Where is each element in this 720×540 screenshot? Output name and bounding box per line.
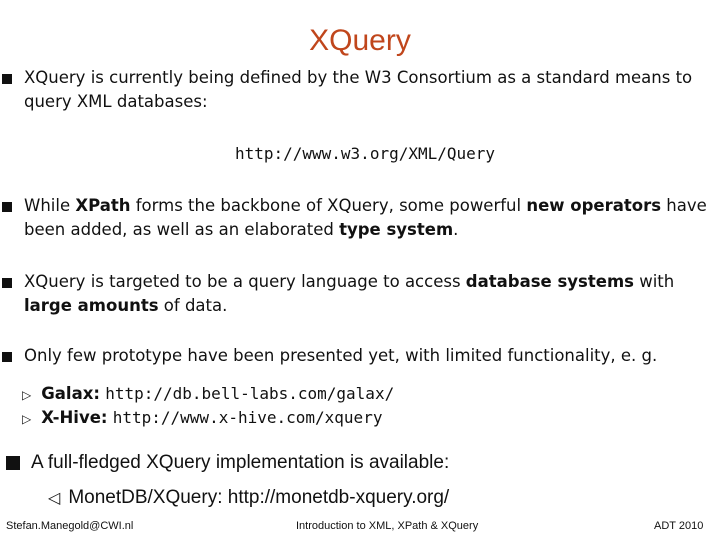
monetdb-label: MonetDB/XQuery — [68, 487, 218, 508]
galax-url[interactable]: http://db.bell-labs.com/galax/ — [105, 384, 395, 403]
footer-course: Introduction to XML, XPath & XQuery — [296, 520, 479, 532]
square-bullet-icon — [6, 456, 20, 470]
type-system-term: type system — [339, 220, 454, 239]
large-amounts-term: large amounts — [24, 296, 159, 315]
xhive-url[interactable]: http://www.x-hive.com/xquery — [112, 408, 383, 427]
sub-item-monetdb — [48, 487, 449, 509]
triangle-right-icon: ▷ — [22, 412, 32, 426]
bullet-text: XQuery is targeted to be a query language to access database systems with large amounts of data. — [24, 272, 675, 315]
bullet-text: Only few prototype have been presented yet, with limited functionality, e. g. — [24, 346, 658, 365]
monetdb-url[interactable]: : http://monetdb-xquery.org/ — [217, 487, 450, 508]
xhive-label: X-Hive: — [41, 408, 108, 427]
triangle-right-icon: ▷ — [22, 388, 32, 402]
footer-term: ADT 2010 — [654, 520, 704, 532]
sub-item-galax — [22, 383, 394, 406]
w3-query-url[interactable]: http://www.w3.org/XML/Query — [234, 144, 496, 163]
square-bullet-icon — [2, 74, 12, 84]
square-bullet-icon — [2, 278, 12, 288]
xpath-term: XPath — [75, 196, 131, 215]
monetdb-bullet-text: A full-fledged XQuery implementation is available: — [31, 452, 450, 473]
slide-title: XQuery — [309, 24, 411, 57]
triangle-left-icon: ◁ — [48, 490, 61, 507]
bullet-text: While XPath forms the backbone of XQuery, some powerful new operators have been added, as well as an elaborated type system. — [24, 196, 707, 239]
square-bullet-icon — [2, 202, 12, 212]
footer-author: Stefan.Manegold@CWI.nl — [6, 520, 134, 532]
bullet-text: XQuery is currently being defined by the W3 Consortium as a standard means to query XML databases: — [24, 68, 693, 111]
galax-label: Galax: — [41, 384, 100, 403]
database-systems-term: database systems — [465, 272, 634, 291]
new-operators-term: new operators — [526, 196, 662, 215]
square-bullet-icon — [2, 352, 12, 362]
sub-item-xhive — [22, 407, 382, 430]
